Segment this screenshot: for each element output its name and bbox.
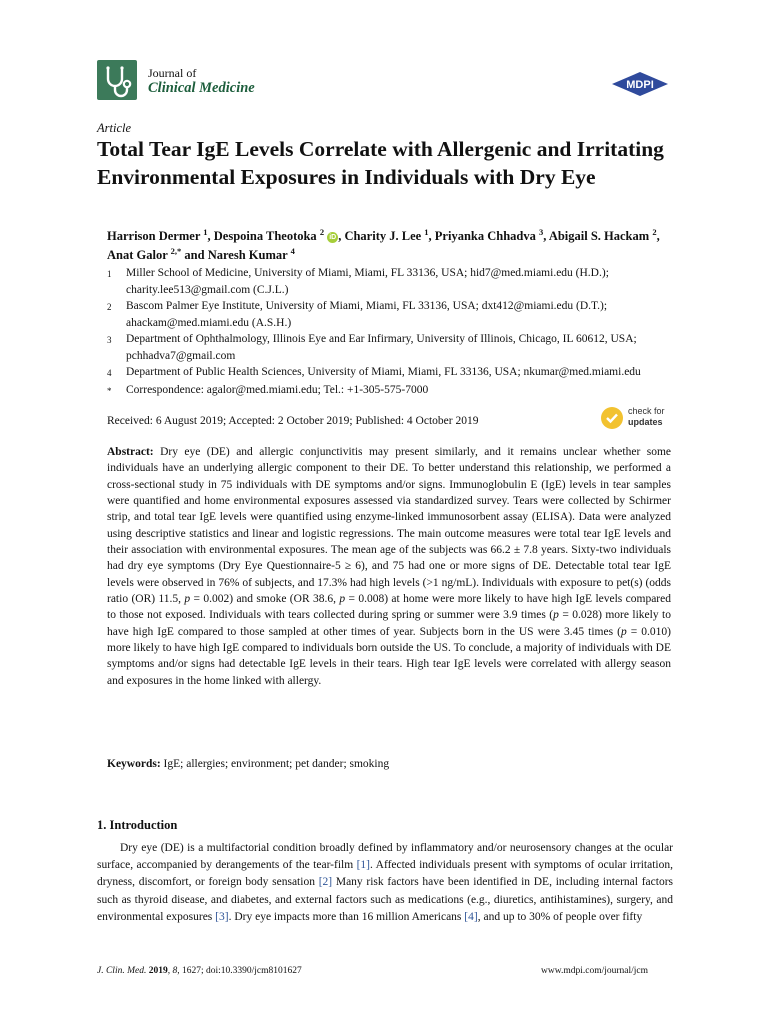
author-affiliation-mark: 2,*: [170, 245, 182, 256]
author-list: Harrison Dermer $^1$, Despoina Theotoka $^2$ iD , Charity J. Lee $^1$, Priyanka Chhadva $^3$, Abigail S. Hackam $^2$, Anat Galor $^{2,*}$ and Naresh Kumar $^4$: [107, 226, 660, 262]
check-updates-line2: updates: [628, 417, 663, 427]
intro-text: Dry eye (DE) is a multifactorial condition broadly defined by inflammatory and/or neurosensory changes at the ocular surface, accompanied by derangements of the tear-film: [97, 842, 673, 872]
intro-paragraph: [97, 840, 673, 926]
journal-logo: [97, 60, 137, 100]
footer-volume: 8: [172, 966, 178, 976]
citation-link[interactable]: [3]: [215, 910, 229, 923]
author-affiliation-mark: 2: [319, 226, 325, 237]
abstract-text: = 0.028) more likely to have high IgE compared to those sampled at other times of year. Subjects born in the US were 3.45 times (: [107, 609, 671, 638]
affiliation-mark: 4: [107, 368, 112, 378]
footer-year: 2019: [148, 966, 168, 976]
author-name: Charity J. Lee: [344, 229, 425, 243]
paper-title: Total Tear IgE Levels Correlate with Allergenic and Irritating Environmental Exposures in Individuals with Dry Eye: [97, 137, 664, 189]
check-updates-line1: check for: [628, 406, 665, 416]
author-name: Harrison Dermer: [107, 229, 204, 243]
footer-url[interactable]: www.mdpi.com/journal/jcm: [541, 966, 649, 976]
journal-name-prefix: Journal of: [148, 66, 197, 80]
abstract-text: p: [184, 593, 191, 606]
abstract: [107, 444, 671, 689]
abstract-text: p: [553, 609, 559, 622]
stethoscope-icon: [97, 60, 137, 100]
author-affiliation-mark: 4: [290, 245, 295, 256]
affiliation-mark: 2: [107, 302, 112, 312]
footer-journal-abbrev: J. Clin. Med.: [97, 966, 147, 976]
affiliation-item: [107, 298, 687, 331]
abstract-text: Dry eye (DE) and allergic conjunctivitis may present similarly, and it remains unclear whether some individuals have an underlying allergic component to their DE. To better understand this relationship, we performed a cross-sectional study in 75 individuals with DE symptoms and/or signs. Immunoglobulin E (IgE) levels in tear samples were quantified and home environmental exposures assessed via standardized survey. Tears were collected by Schirmer strip, and total tear IgE levels were quantified using enzyme-linked immunosorbent assay (ELISA). Data were analyzed using descriptive statistics and linear and logistic regressions. The main outcome measures were total tear IgE levels and their association with environmental exposures. The mean age of the subjects was 66.2 ± 7.8 years. Sixty-two individuals had dry eye symptoms (Dry Eye Questionnaire-5 ≥ 6), and 75 had one or more signs of DE. Detectable total tear IgE levels were observed in 76% of subjects, and 17.3% had high levels (>1 ng/mL). Individuals with exposure to pet(s) (odds ratio (OR) 11.5,: [107, 446, 671, 606]
affiliation-mark: *: [107, 385, 112, 396]
abstract-body: [107, 446, 671, 687]
author-name: Priyanka Chhadva: [434, 229, 539, 243]
abstract-text: p: [620, 625, 627, 638]
affiliation-item: [107, 364, 687, 382]
author-name: Naresh Kumar: [207, 247, 291, 262]
affiliation-item: [107, 331, 687, 364]
abstract-text: p: [339, 593, 346, 606]
citation-link[interactable]: [4]: [464, 910, 478, 923]
citation-link[interactable]: [1]: [356, 859, 370, 872]
intro-text: . Dry eye impacts more than 16 million Americans: [228, 910, 465, 923]
author-name: Abigail S. Hackam: [548, 229, 653, 243]
keywords: [107, 756, 671, 772]
affiliations: [107, 265, 687, 399]
author-name: Despoina Theotoka: [213, 229, 320, 243]
check-updates-icon: [600, 406, 624, 430]
affiliation-text: Department of Public Health Sciences, University of Miami, Miami, FL 33136, USA; nkumar@med.miami.edu: [126, 366, 641, 378]
intro-text: Many risk factors have been identified in DE, including internal factors such as thyroid disease, and diabetes, and external factors such as medications (e.g., diuretics, antihistamines), surgery, and environmental exposures: [97, 876, 674, 923]
abstract-text: = 0.010) more likely to have high IgE compared to individuals born outside the US. To conclude, a majority of individuals with DE symptoms and/or signs had detectable IgE levels in their tears. High tear IgE levels were correlated with allergy season and exposures in the home linked with allergy.: [107, 625, 672, 687]
author-affiliation-mark: 1: [203, 226, 208, 237]
footer-doi: , 1627; doi:10.3390/jcm8101627: [177, 966, 302, 976]
affiliation-item: [107, 382, 687, 400]
publisher-label: MDPI: [626, 79, 654, 91]
affiliation-mark: 1: [107, 269, 112, 279]
author-affiliation-mark: 2: [652, 226, 657, 237]
abstract-text: = 0.002) and smoke (OR 38.6,: [190, 593, 340, 606]
author-affiliation-mark: 3: [539, 226, 544, 237]
intro-text: . Affected individuals present with symptoms of ocular irritation, dryness, discomfort, or foreign body sensation: [97, 859, 673, 889]
abstract-text: = 0.008) at home were more likely to have high IgE levels compared to those not exposed. Individuals with tears collected during spring or summer were 3.9 times (: [107, 593, 671, 622]
intro-text: , and up to 30% of people over fifty: [477, 910, 643, 923]
affiliation-text: Bascom Palmer Eye Institute, University of Miami, Miami, FL 33136, USA; dxt412@miami.edu (D.T.); ahackam@med.miami.edu (A.S.H.): [126, 300, 608, 329]
author-name: Anat Galor: [107, 247, 171, 262]
orcid-icon[interactable]: iD: [329, 234, 337, 241]
affiliation-item: [107, 265, 687, 298]
abstract-label: Abstract:: [107, 446, 154, 458]
affiliation-mark: 3: [107, 335, 112, 345]
author-affiliation-mark: 1: [424, 226, 429, 237]
keywords-label: Keywords:: [107, 758, 161, 770]
keywords-text: IgE; allergies; environment; pet dander; smoking: [163, 758, 390, 770]
affiliation-text: Department of Ophthalmology, Illinois Eye and Ear Infirmary, University of Illinois, Chicago, IL 60612, USA; pchhadva7@gmail.com: [126, 333, 637, 362]
publication-dates: Received: 6 August 2019; Accepted: 2 October 2019; Published: 4 October 2019: [107, 415, 479, 427]
journal-name: Clinical Medicine: [148, 80, 255, 96]
check-for-updates-badge[interactable]: [600, 404, 680, 432]
affiliation-text: Miller School of Medicine, University of Miami, Miami, FL 33136, USA; hid7@med.miami.edu (H.D.); charity.lee513@gmail.com (C.J.L.): [126, 267, 609, 296]
section-heading: 1. Introduction: [97, 818, 178, 832]
footer-citation: J. Clin. Med. 2019, 8, 1627; doi:10.3390/jcm8101627: [97, 966, 302, 976]
article-type: Article: [97, 121, 132, 135]
citation-link[interactable]: [2]: [318, 876, 333, 889]
mdpi-logo: [612, 72, 668, 96]
affiliation-text: Correspondence: agalor@med.miami.edu; Tel.: +1-305-575-7000: [126, 383, 429, 396]
